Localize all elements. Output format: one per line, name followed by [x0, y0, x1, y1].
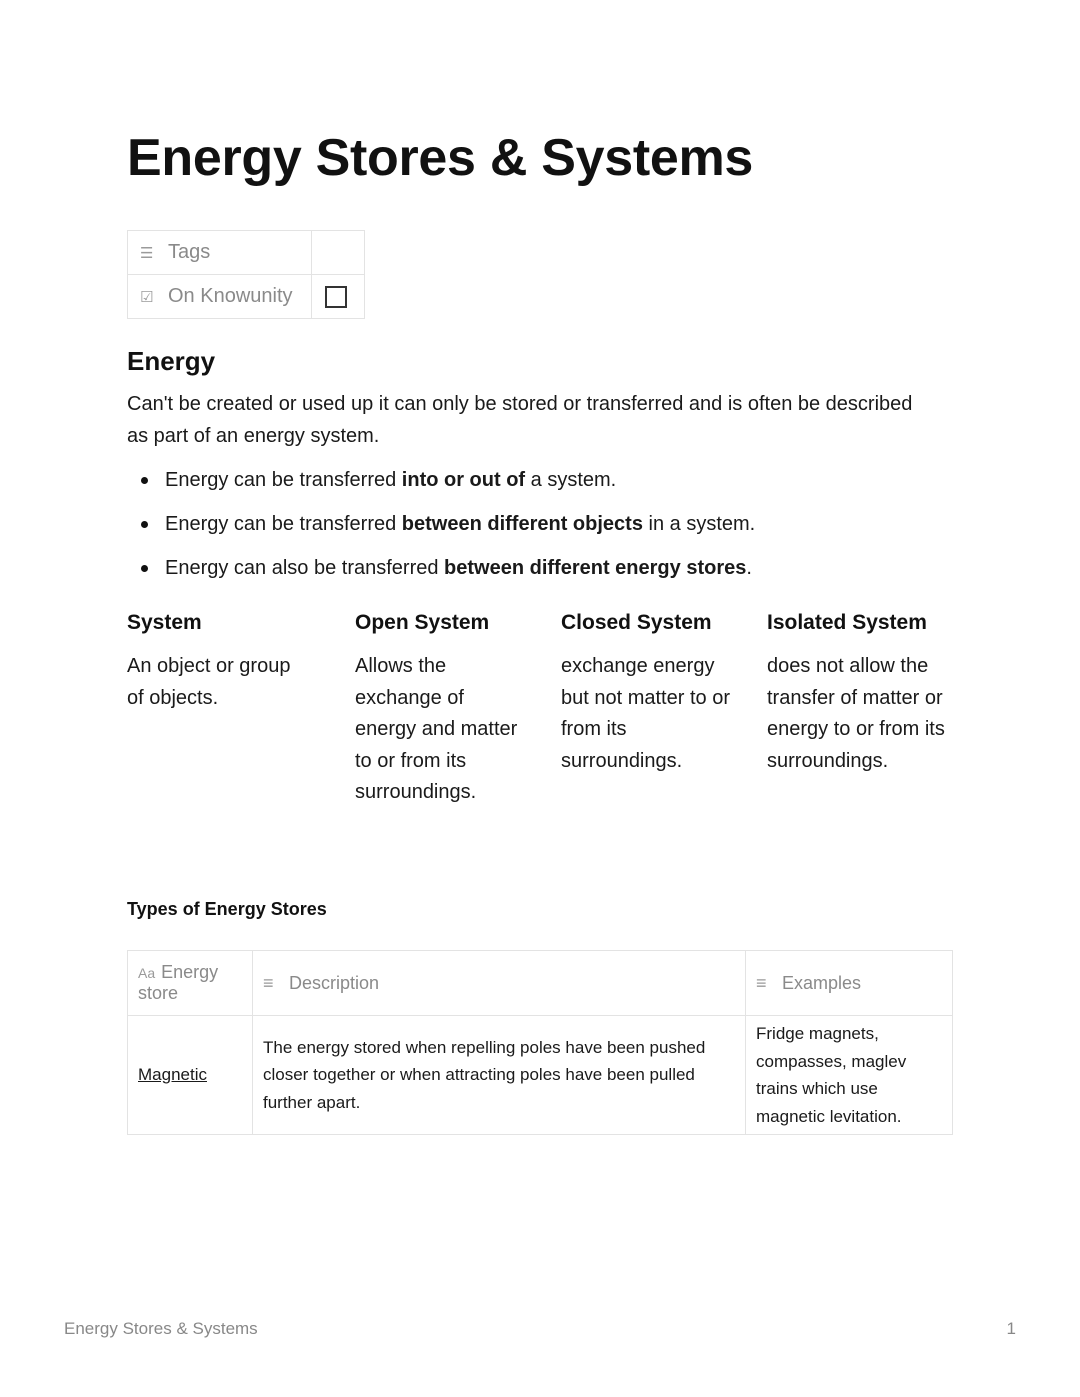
- system-text: An object or group of objects.: [127, 655, 291, 709]
- footer-title: Energy Stores & Systems: [64, 1319, 258, 1338]
- column-header-energy-store[interactable]: Aa Energy store: [128, 951, 253, 1016]
- energy-stores-table: [127, 950, 953, 1135]
- text-property-icon: ≡: [756, 972, 767, 993]
- title-property-icon: Aa: [138, 965, 156, 981]
- examples-cell: Fridge magnets, compasses, maglev trains which use magnetic levitation.: [746, 1016, 953, 1135]
- text-property-icon: ≡: [263, 972, 274, 993]
- checkbox-icon: ☑: [140, 289, 154, 306]
- on-knowunity-value: [312, 275, 365, 319]
- list-item: Energy can be transferred into or out of a system.: [127, 462, 977, 506]
- page-number: 1: [1006, 1319, 1016, 1338]
- open-system-column: [355, 608, 525, 809]
- tags-value[interactable]: [312, 231, 365, 275]
- isolated-system-text: does not allow the transfer of matter or energy to or from its surroundings.: [767, 655, 945, 772]
- energy-heading: Energy: [127, 346, 216, 376]
- system-column: [127, 608, 312, 714]
- system-title: System: [127, 611, 202, 634]
- column-header-description[interactable]: ≡ Description: [253, 951, 746, 1016]
- on-knowunity-property: [128, 275, 312, 319]
- tags-property[interactable]: [128, 231, 312, 275]
- energy-stores-heading: Types of Energy Stores: [127, 899, 327, 919]
- list-item: Energy can also be transferred between different energy stores.: [127, 550, 977, 594]
- energy-intro: Can't be created or used up it can only be stored or transferred and is often be described as part of an energy system.: [127, 393, 913, 447]
- open-system-title: Open System: [355, 611, 490, 634]
- closed-system-column: [561, 608, 731, 777]
- properties-table: [127, 230, 365, 319]
- list-icon: ☰: [140, 245, 154, 262]
- energy-store-cell: [128, 1016, 253, 1135]
- isolated-system-column: [767, 608, 947, 777]
- magnetic-link[interactable]: Magnetic: [138, 1065, 207, 1085]
- table-row: [128, 1016, 953, 1135]
- closed-system-text: exchange energy but not matter to or from its surroundings.: [561, 655, 730, 772]
- on-knowunity-label: On Knowunity: [168, 285, 293, 307]
- on-knowunity-checkbox[interactable]: [325, 286, 347, 308]
- energy-bullets: [127, 462, 977, 594]
- list-item: Energy can be transferred between different objects in a system.: [127, 506, 977, 550]
- closed-system-title: Closed System: [561, 611, 712, 634]
- column-header-examples[interactable]: ≡ Examples: [746, 951, 953, 1016]
- open-system-text: Allows the exchange of energy and matter to or from its surroundings.: [355, 655, 518, 803]
- isolated-system-title: Isolated System: [767, 611, 927, 634]
- page-title: Energy Stores & Systems: [127, 129, 754, 187]
- tags-label: Tags: [168, 241, 211, 263]
- description-cell: The energy stored when repelling poles have been pushed closer together or when attracting poles have been pulled further apart.: [253, 1016, 746, 1135]
